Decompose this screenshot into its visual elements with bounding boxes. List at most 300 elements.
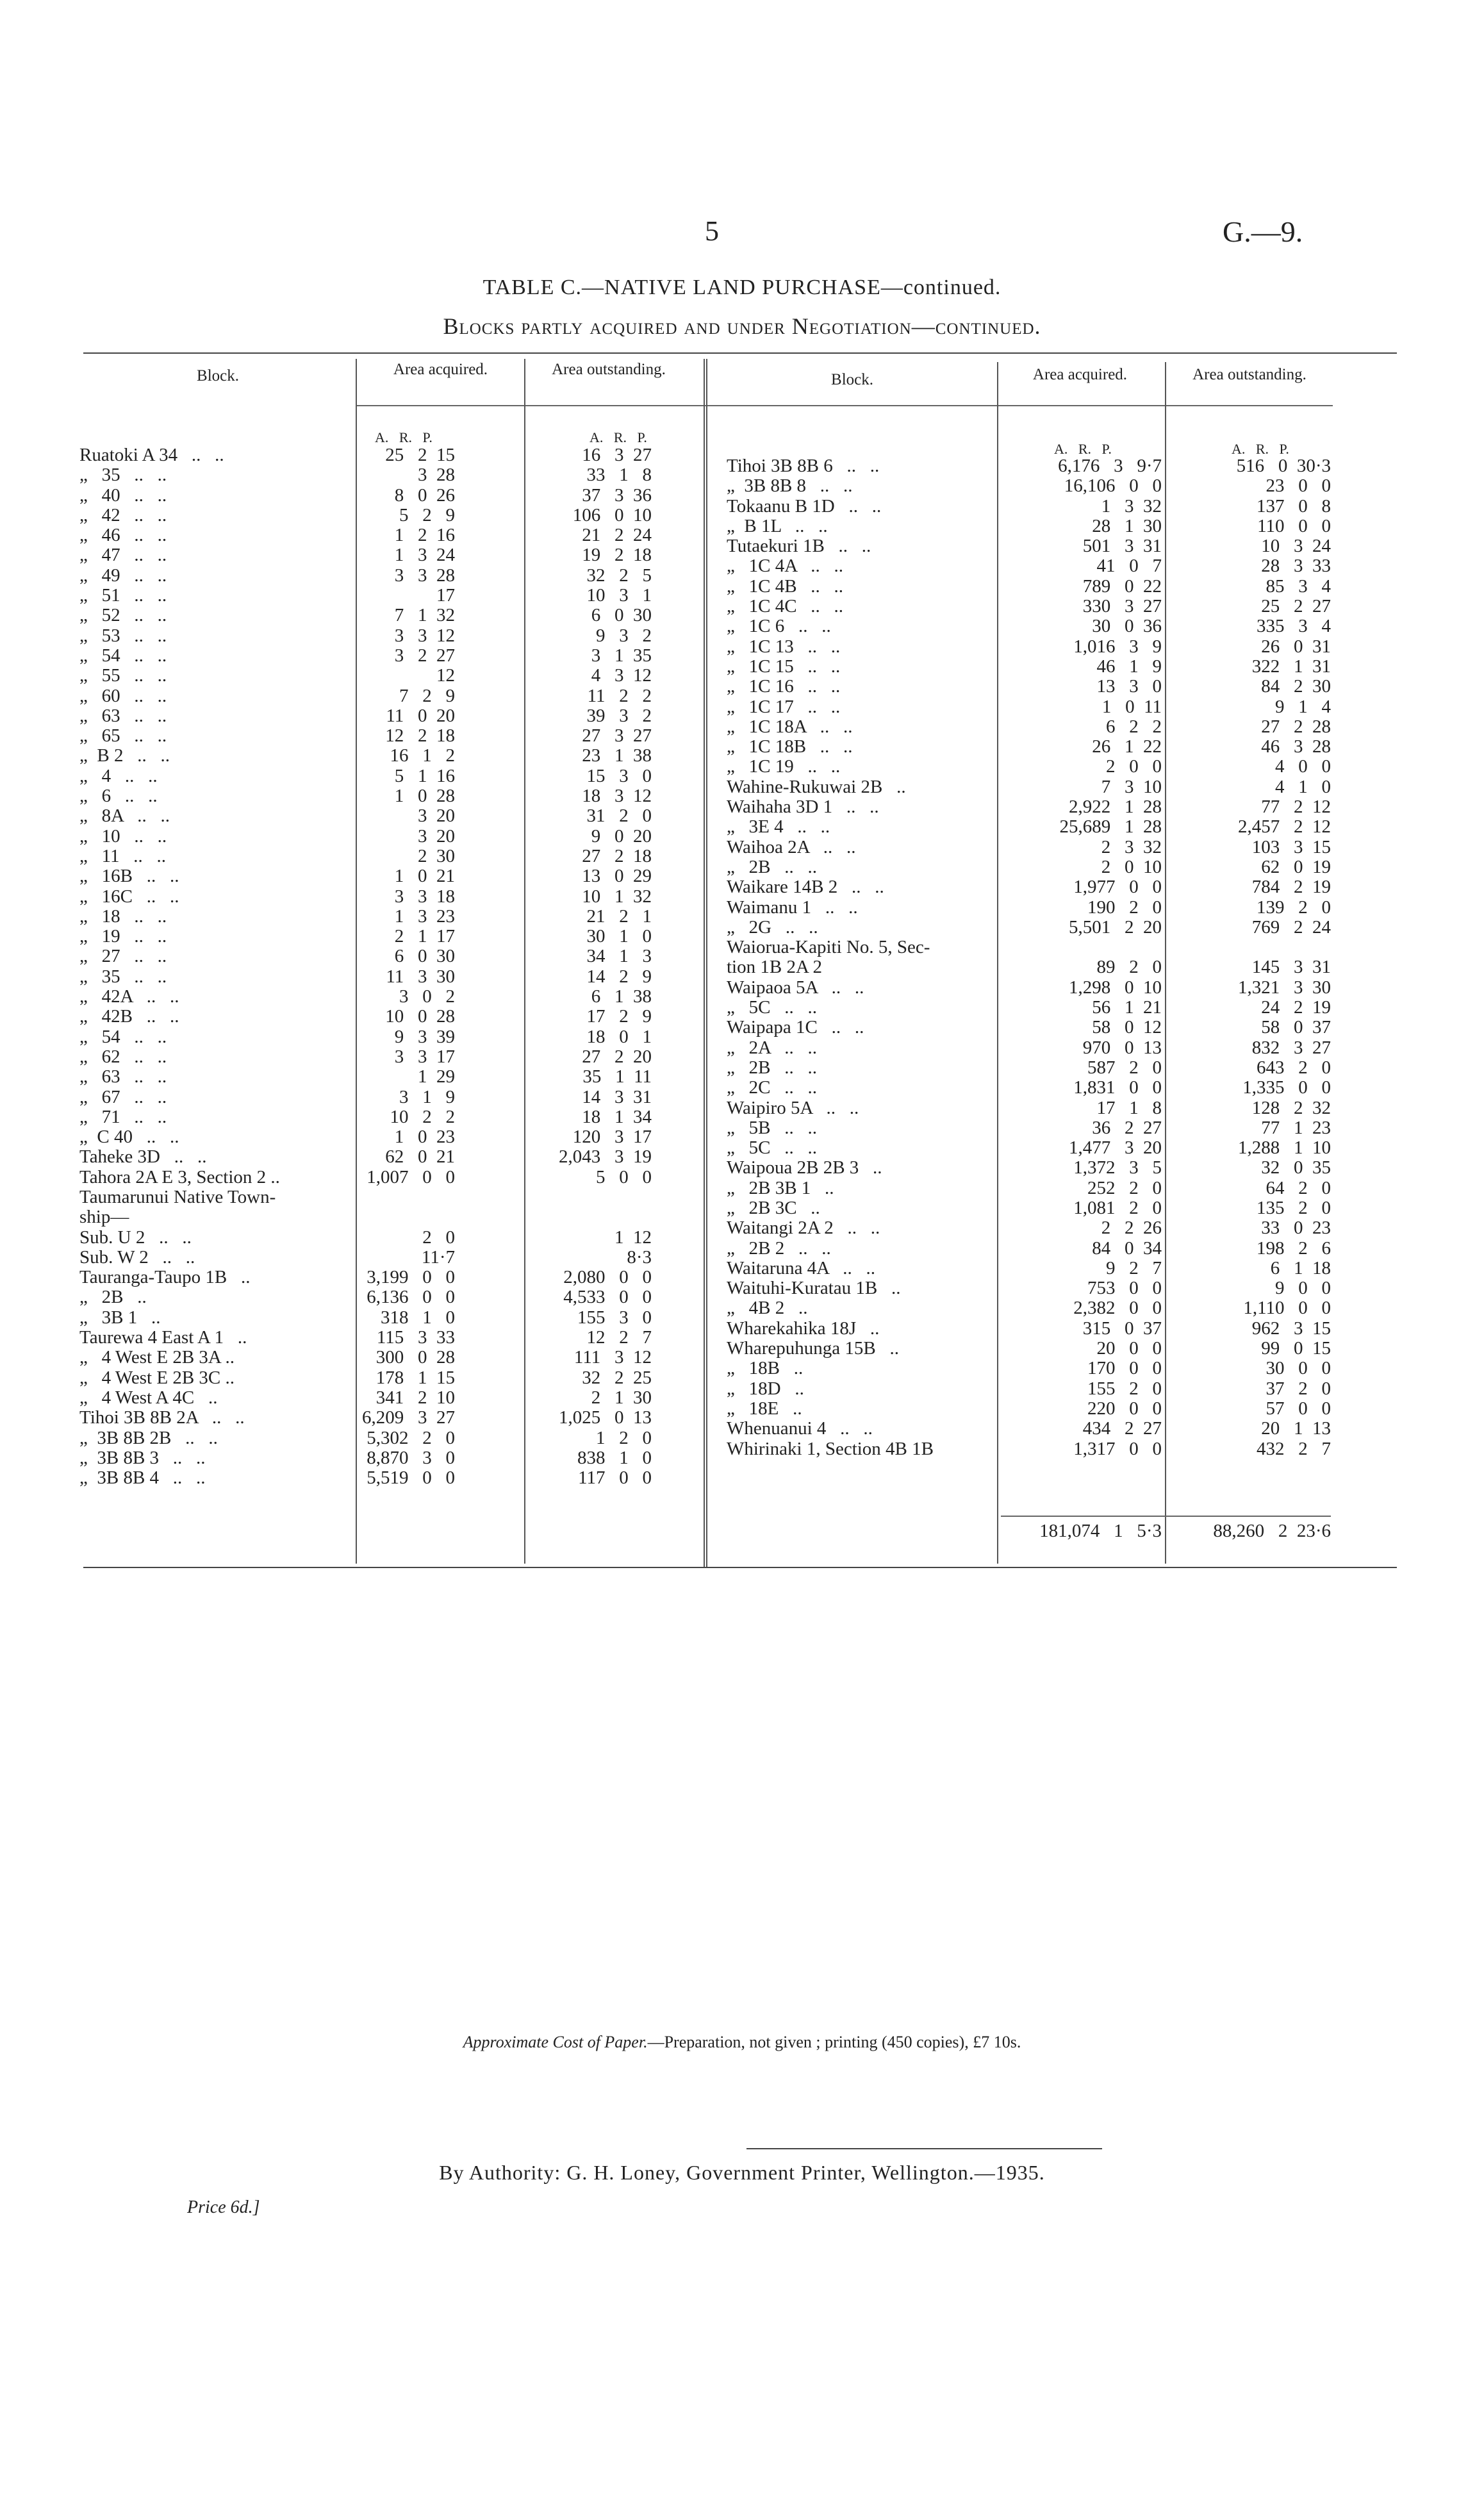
area-outstanding-cell: 10 1 32 xyxy=(582,886,652,907)
area-outstanding-cell: 28 3 33 xyxy=(1261,556,1331,577)
area-acquired-cell: 2 1 17 xyxy=(394,926,455,947)
block-name-cell: „ 3B 1 .. xyxy=(79,1307,161,1328)
footnote-label: Approximate Cost of Paper. xyxy=(463,2033,648,2051)
table-subtitle: Blocks partly acquired and under Negotiation—continued. xyxy=(443,313,1041,339)
area-acquired-cell: 2 30 xyxy=(418,845,455,866)
block-name-cell: „ 18D .. xyxy=(727,1378,804,1399)
area-outstanding-cell: 13 0 29 xyxy=(582,866,652,887)
area-acquired-cell: 56 1 21 xyxy=(1092,997,1162,1018)
block-name-cell: „ 16C .. .. xyxy=(79,886,179,907)
area-acquired-cell: 6,136 0 0 xyxy=(367,1287,455,1308)
area-acquired-cell: 13 3 0 xyxy=(1096,676,1162,697)
block-name-cell: Tauranga-Taupo 1B .. xyxy=(79,1268,251,1288)
block-name-cell: tion 1B 2A 2 xyxy=(727,957,823,978)
area-acquired-cell: 330 3 27 xyxy=(1082,596,1162,617)
area-acquired-cell: 5 2 9 xyxy=(399,504,455,525)
area-outstanding-cell: 9 0 20 xyxy=(591,825,652,847)
block-name-cell: „ 35 .. .. xyxy=(79,465,167,486)
area-acquired-cell: 1,477 3 20 xyxy=(1069,1137,1162,1159)
block-name-cell: Waikare 14B 2 .. .. xyxy=(727,877,884,898)
block-name-cell: „ C 40 .. .. xyxy=(79,1127,179,1148)
area-outstanding-cell: 18 0 1 xyxy=(586,1026,652,1047)
area-outstanding-cell: 322 1 31 xyxy=(1251,656,1331,677)
area-acquired-cell: 1 0 11 xyxy=(1101,696,1162,717)
area-acquired-cell: 6 0 30 xyxy=(394,946,455,967)
area-acquired-cell: 3 3 18 xyxy=(394,886,455,907)
area-acquired-cell: 5 1 16 xyxy=(394,765,455,786)
column-rule xyxy=(1165,362,1166,1564)
area-outstanding-cell: 84 2 30 xyxy=(1261,676,1331,697)
header-area-outstanding-left: Area outstanding. xyxy=(552,361,666,378)
area-outstanding-cell: 33 1 8 xyxy=(586,465,652,486)
block-name-cell: „ 5C .. .. xyxy=(727,998,817,1018)
area-outstanding-cell: 335 3 4 xyxy=(1257,616,1331,637)
block-name-cell: Waipapa 1C .. .. xyxy=(727,1018,864,1038)
area-outstanding-cell: 6 1 38 xyxy=(591,986,652,1007)
area-outstanding-cell: 1,335 0 0 xyxy=(1242,1077,1331,1098)
area-outstanding-cell: 21 2 24 xyxy=(582,525,652,546)
block-name-cell: Tahora 2A E 3, Section 2 .. xyxy=(79,1167,280,1187)
block-name-cell: Waipaoa 5A .. .. xyxy=(727,977,864,998)
block-name-cell: „ 1C 19 .. .. xyxy=(727,757,841,777)
area-outstanding-cell: 110 0 0 xyxy=(1257,515,1331,536)
area-outstanding-cell: 137 0 8 xyxy=(1257,495,1331,517)
area-outstanding-cell: 784 2 19 xyxy=(1251,877,1331,898)
area-outstanding-cell: 25 2 27 xyxy=(1261,596,1331,617)
area-outstanding-cell: 128 2 32 xyxy=(1251,1097,1331,1118)
block-name-cell: „ 3B 8B 3 .. .. xyxy=(79,1448,206,1468)
block-name-cell: „ 18E .. xyxy=(727,1398,802,1419)
area-outstanding-cell: 46 3 28 xyxy=(1261,736,1331,757)
area-acquired-cell: 89 2 0 xyxy=(1096,957,1162,978)
area-outstanding-cell: 30 1 0 xyxy=(586,926,652,947)
block-name-cell: Sub. W 2 .. .. xyxy=(79,1247,195,1268)
price-note: Price 6d.] xyxy=(187,2197,260,2217)
area-outstanding-cell: 62 0 19 xyxy=(1261,856,1331,877)
area-acquired-cell xyxy=(356,1207,455,1227)
area-outstanding-cell: 10 3 1 xyxy=(586,585,652,606)
area-acquired-cell: 2,382 0 0 xyxy=(1073,1298,1162,1319)
units-acquired-right: A. R. P. xyxy=(1054,441,1112,457)
area-acquired-cell: 2 2 26 xyxy=(1101,1218,1162,1239)
area-outstanding-cell: 85 3 4 xyxy=(1266,575,1331,597)
area-acquired-cell: 1,372 3 5 xyxy=(1073,1157,1162,1178)
area-outstanding-cell: 838 1 0 xyxy=(577,1447,652,1468)
block-name-cell: ship— xyxy=(79,1207,129,1228)
area-outstanding-cell: 27 2 18 xyxy=(582,845,652,866)
area-acquired-cell: 36 2 27 xyxy=(1092,1117,1162,1138)
area-outstanding-cell: 33 0 23 xyxy=(1261,1218,1331,1239)
area-acquired-cell: 1,298 0 10 xyxy=(1069,977,1162,998)
area-acquired-cell: 12 xyxy=(436,665,455,686)
area-outstanding-cell: 9 3 2 xyxy=(596,625,652,646)
area-acquired-cell: 41 0 7 xyxy=(1096,556,1162,577)
area-acquired-cell: 3 3 28 xyxy=(394,565,455,586)
area-acquired-cell: 28 1 30 xyxy=(1092,515,1162,536)
block-name-cell: „ 2A .. .. xyxy=(727,1038,817,1058)
block-name-cell: Waihaha 3D 1 .. .. xyxy=(727,797,879,818)
area-outstanding-cell: 145 3 31 xyxy=(1251,957,1331,978)
area-outstanding-cell: 21 2 1 xyxy=(586,905,652,927)
area-outstanding-cell: 35 1 11 xyxy=(582,1066,652,1087)
area-outstanding-cell: 10 3 24 xyxy=(1261,536,1331,557)
area-outstanding-cell: 99 0 15 xyxy=(1261,1338,1331,1359)
block-name-cell: Tutaekuri 1B .. .. xyxy=(727,536,871,557)
area-acquired-cell: 9 3 39 xyxy=(394,1026,455,1047)
block-name-cell: „ 3B 8B 2B .. .. xyxy=(79,1428,218,1448)
block-name-cell: Ruatoki A 34 .. .. xyxy=(79,445,224,465)
block-name-cell: „ 11 .. .. xyxy=(79,846,167,866)
units-outstanding-right: A. R. P. xyxy=(1232,441,1289,457)
block-name-cell: „ 3B 8B 4 .. .. xyxy=(79,1468,206,1489)
area-outstanding-cell: 64 2 0 xyxy=(1266,1177,1331,1198)
block-name-cell: „ 1C 4A .. .. xyxy=(727,556,844,577)
area-acquired-cell: 11 3 30 xyxy=(386,966,455,987)
block-name-cell: Tihoi 3B 8B 2A .. .. xyxy=(79,1408,245,1428)
area-acquired-cell: 2 3 32 xyxy=(1101,836,1162,857)
area-outstanding-cell: 643 2 0 xyxy=(1257,1057,1331,1078)
area-outstanding-cell: 1,025 0 13 xyxy=(559,1407,652,1428)
area-acquired-cell: 1,317 0 0 xyxy=(1073,1438,1162,1459)
area-outstanding-cell: 27 2 20 xyxy=(582,1046,652,1067)
header-block-left: Block. xyxy=(197,367,239,384)
block-name-cell: „ 18 .. .. xyxy=(79,906,167,927)
block-name-cell: „ 18B .. xyxy=(727,1359,804,1379)
area-acquired-cell: 789 0 22 xyxy=(1082,575,1162,597)
area-outstanding-cell: 135 2 0 xyxy=(1257,1197,1331,1218)
area-outstanding-cell: 39 3 2 xyxy=(586,705,652,726)
area-acquired-cell: 2,922 1 28 xyxy=(1069,797,1162,818)
area-acquired-cell: 25 2 15 xyxy=(385,445,455,465)
area-outstanding-cell: 17 2 9 xyxy=(586,1006,652,1027)
area-acquired-cell: 20 0 0 xyxy=(1096,1338,1162,1359)
area-outstanding-cell: 31 2 0 xyxy=(586,806,652,827)
block-name-cell: „ 2G .. .. xyxy=(727,917,818,938)
area-acquired-cell: 6,176 3 9·7 xyxy=(1058,456,1162,476)
area-acquired-cell: 3 3 12 xyxy=(394,625,455,646)
area-outstanding-cell: 155 3 0 xyxy=(577,1307,652,1328)
area-outstanding-cell: 198 2 6 xyxy=(1257,1237,1331,1259)
area-acquired-cell: 1 29 xyxy=(418,1066,455,1087)
block-name-cell: „ 65 .. .. xyxy=(79,726,167,747)
area-acquired-cell: 115 3 33 xyxy=(376,1327,455,1348)
area-acquired-cell: 1 0 28 xyxy=(394,786,455,807)
block-name-cell: „ 62 .. .. xyxy=(79,1046,167,1067)
block-name-cell: „ 54 .. .. xyxy=(79,1027,167,1047)
area-outstanding-cell: 34 1 3 xyxy=(586,946,652,967)
area-acquired-cell xyxy=(996,938,1162,957)
units-outstanding-left: A. R. P. xyxy=(589,429,647,445)
area-outstanding-cell: 6 0 30 xyxy=(591,605,652,626)
area-acquired-cell: 5,302 2 0 xyxy=(367,1427,455,1448)
page-number: 5 xyxy=(705,215,719,247)
area-outstanding-cell: 106 0 10 xyxy=(572,504,652,525)
area-acquired-cell: 3 3 17 xyxy=(394,1046,455,1067)
area-acquired-cell: 252 2 0 xyxy=(1087,1177,1162,1198)
block-name-cell: „ 1C 6 .. .. xyxy=(727,616,831,637)
area-outstanding-cell: 30 0 0 xyxy=(1266,1358,1331,1379)
block-name-cell: Taheke 3D .. .. xyxy=(79,1147,207,1168)
area-acquired-cell: 1 3 32 xyxy=(1101,495,1162,517)
area-outstanding-cell: 32 0 35 xyxy=(1261,1157,1331,1178)
area-outstanding-cell: 32 2 5 xyxy=(586,565,652,586)
block-name-cell: „ 1C 4B .. .. xyxy=(727,576,844,597)
area-outstanding-cell: 77 1 23 xyxy=(1261,1117,1331,1138)
area-outstanding-cell: 139 2 0 xyxy=(1257,897,1331,918)
right-block-column xyxy=(727,456,996,1459)
area-acquired-cell: 155 2 0 xyxy=(1087,1378,1162,1399)
area-outstanding-cell: 24 2 19 xyxy=(1261,997,1331,1018)
area-outstanding-cell: 3 1 35 xyxy=(591,645,652,666)
area-acquired-cell: 2 0 10 xyxy=(1101,856,1162,877)
area-outstanding-cell: 18 1 34 xyxy=(582,1106,652,1127)
area-outstanding-cell: 120 3 17 xyxy=(572,1127,652,1148)
block-name-cell: Wahine-Rukuwai 2B .. xyxy=(727,777,906,797)
block-name-cell: „ 1C 16 .. .. xyxy=(727,677,841,697)
area-outstanding-cell: 432 2 7 xyxy=(1257,1438,1331,1459)
area-acquired-cell: 190 2 0 xyxy=(1087,897,1162,918)
area-outstanding-cell: 769 2 24 xyxy=(1251,916,1331,938)
block-name-cell: „ B 1L .. .. xyxy=(727,516,828,536)
area-acquired-cell: 84 0 34 xyxy=(1092,1237,1162,1259)
block-name-cell: „ 51 .. .. xyxy=(79,586,167,606)
area-acquired-cell: 3 20 xyxy=(418,806,455,827)
block-name-cell: „ 1C 4C .. .. xyxy=(727,597,844,617)
block-name-cell: „ B 2 .. .. xyxy=(79,746,170,766)
block-name-cell: Taurewa 4 East A 1 .. xyxy=(79,1328,247,1348)
block-name-cell: Waitaruna 4A .. .. xyxy=(727,1258,876,1278)
block-name-cell: Wharepuhunga 15B .. xyxy=(727,1339,899,1359)
area-outstanding-cell: 16 3 27 xyxy=(582,445,652,465)
area-outstanding-cell: 15 3 0 xyxy=(586,765,652,786)
block-name-cell: „ 4 West A 4C .. xyxy=(79,1387,218,1408)
block-name-cell: Waimanu 1 .. .. xyxy=(727,897,858,918)
area-acquired-cell: 58 0 12 xyxy=(1092,1017,1162,1038)
center-double-rule xyxy=(704,359,707,1567)
block-name-cell: „ 19 .. .. xyxy=(79,927,167,947)
area-outstanding-cell: 8·3 xyxy=(627,1246,652,1268)
total-outstanding: 88,260 2 23·6 xyxy=(1213,1521,1331,1541)
area-acquired-cell: 1 3 24 xyxy=(394,545,455,566)
block-name-cell: „ 42 .. .. xyxy=(79,505,167,525)
area-outstanding-cell: 23 0 0 xyxy=(1266,475,1331,497)
area-acquired-cell: 10 2 2 xyxy=(390,1106,455,1127)
block-name-cell: Tihoi 3B 8B 6 .. .. xyxy=(727,456,880,476)
block-name-cell: „ 2B .. .. xyxy=(727,1057,817,1078)
block-name-cell: „ 40 .. .. xyxy=(79,485,167,506)
area-outstanding-cell: 14 3 31 xyxy=(582,1086,652,1107)
area-acquired-cell: 5,501 2 20 xyxy=(1069,916,1162,938)
table-top-rule xyxy=(83,352,1397,354)
block-name-cell: Tokaanu B 1D .. .. xyxy=(727,496,882,517)
area-outstanding-cell: 5 0 0 xyxy=(596,1166,652,1187)
area-outstanding-cell: 9 0 0 xyxy=(1275,1278,1331,1299)
area-acquired-cell: 753 0 0 xyxy=(1087,1278,1162,1299)
area-outstanding-cell: 2,080 0 0 xyxy=(563,1267,652,1288)
area-outstanding-cell: 103 3 15 xyxy=(1251,836,1331,857)
header-area-outstanding-right: Area outstanding. xyxy=(1192,366,1307,383)
column-rule xyxy=(524,359,525,1564)
header-area-acquired-right: Area acquired. xyxy=(1032,366,1128,383)
area-acquired-cell: 8,870 3 0 xyxy=(367,1447,455,1468)
area-outstanding-cell: 27 3 27 xyxy=(582,725,652,747)
block-name-cell: „ 10 .. .. xyxy=(79,826,167,847)
area-acquired-cell: 341 2 10 xyxy=(375,1387,455,1408)
block-name-cell: „ 1C 13 .. .. xyxy=(727,636,841,657)
area-outstanding-cell: 4 0 0 xyxy=(1275,756,1331,777)
block-name-cell: Wharekahika 18J .. xyxy=(727,1318,880,1339)
area-outstanding-cell: 20 1 13 xyxy=(1261,1418,1331,1439)
area-outstanding-cell: 9 1 4 xyxy=(1275,696,1331,717)
block-name-cell: Waihoa 2A .. .. xyxy=(727,837,856,857)
area-outstanding-cell: 1 2 0 xyxy=(596,1427,652,1448)
area-acquired-cell: 2 0 xyxy=(422,1227,455,1248)
area-acquired-cell: 1,831 0 0 xyxy=(1073,1077,1162,1098)
block-name-cell: „ 2B 2 .. .. xyxy=(727,1238,831,1259)
block-name-cell: „ 4 West E 2B 3C .. xyxy=(79,1368,235,1388)
block-name-cell: „ 6 .. .. xyxy=(79,786,158,807)
block-name-cell: Taumarunui Native Town- xyxy=(79,1187,276,1207)
area-outstanding-cell: 111 3 12 xyxy=(573,1347,652,1368)
area-outstanding-cell: 1,288 1 10 xyxy=(1238,1137,1331,1159)
area-acquired-cell: 3 20 xyxy=(418,825,455,847)
area-acquired-cell: 16 1 2 xyxy=(390,745,455,766)
area-acquired-cell: 8 0 26 xyxy=(394,484,455,506)
area-acquired-cell: 1,016 3 9 xyxy=(1073,636,1162,657)
block-name-cell: „ 63 .. .. xyxy=(79,1067,167,1087)
area-acquired-cell: 7 3 10 xyxy=(1101,776,1162,797)
left-block-column xyxy=(79,445,349,1488)
area-acquired-cell: 2 0 0 xyxy=(1106,756,1162,777)
area-outstanding-cell: 117 0 0 xyxy=(578,1467,652,1489)
area-outstanding-cell: 37 2 0 xyxy=(1266,1378,1331,1399)
total-acquired: 181,074 1 5·3 xyxy=(1039,1521,1162,1541)
footnote-text: —Preparation, not given ; printing (450 copies), £7 10s. xyxy=(647,2033,1021,2051)
area-acquired-cell: 11·7 xyxy=(421,1246,455,1268)
block-name-cell: „ 2C .. .. xyxy=(727,1078,817,1098)
area-acquired-cell: 9 2 7 xyxy=(1106,1257,1162,1278)
area-acquired-cell: 3 0 2 xyxy=(399,986,455,1007)
area-outstanding-cell: 516 0 30·3 xyxy=(1236,456,1331,476)
area-acquired-cell: 16,106 0 0 xyxy=(1064,475,1162,497)
block-name-cell: „ 42B .. .. xyxy=(79,1007,179,1027)
block-name-cell: „ 55 .. .. xyxy=(79,666,167,686)
area-acquired-cell: 1 0 21 xyxy=(394,866,455,887)
block-name-cell: „ 2B 3C .. xyxy=(727,1198,820,1218)
area-acquired-cell: 62 0 21 xyxy=(385,1146,455,1168)
area-acquired-cell: 220 0 0 xyxy=(1087,1398,1162,1419)
block-name-cell: Waipoua 2B 2B 3 .. xyxy=(727,1158,882,1178)
block-name-cell: „ 46 .. .. xyxy=(79,525,167,546)
area-acquired-cell: 25,689 1 28 xyxy=(1059,816,1162,838)
header-block-right: Block. xyxy=(831,371,873,388)
block-name-cell: Sub. U 2 .. .. xyxy=(79,1227,192,1248)
area-outstanding-cell: 12 2 7 xyxy=(586,1327,652,1348)
block-name-cell: „ 16B .. .. xyxy=(79,866,179,887)
header-area-acquired-left: Area acquired. xyxy=(393,361,488,378)
block-name-cell: „ 1C 18B .. .. xyxy=(727,737,853,757)
area-acquired-cell xyxy=(356,1187,455,1207)
area-acquired-cell: 318 1 0 xyxy=(381,1307,455,1328)
block-name-cell: Waipiro 5A .. .. xyxy=(727,1098,859,1118)
area-acquired-cell: 970 0 13 xyxy=(1082,1037,1162,1058)
block-name-cell: „ 47 .. .. xyxy=(79,545,167,566)
area-outstanding-cell: 37 3 36 xyxy=(582,484,652,506)
area-outstanding-cell: 2,043 3 19 xyxy=(559,1146,652,1168)
area-outstanding-cell xyxy=(533,1207,652,1227)
area-outstanding-cell: 26 0 31 xyxy=(1261,636,1331,657)
area-acquired-cell: 3 2 27 xyxy=(394,645,455,666)
area-acquired-cell: 26 1 22 xyxy=(1092,736,1162,757)
area-outstanding-cell: 11 2 2 xyxy=(587,685,652,706)
authority-rule xyxy=(746,2148,1102,2149)
header-rule xyxy=(356,405,1333,406)
area-outstanding-cell: 6 1 18 xyxy=(1270,1257,1331,1278)
area-outstanding-cell: 4 3 12 xyxy=(591,665,652,686)
area-acquired-cell: 6,209 3 27 xyxy=(362,1407,455,1428)
area-outstanding-cell: 23 1 38 xyxy=(582,745,652,766)
block-name-cell: „ 1C 18A .. .. xyxy=(727,716,853,737)
block-name-cell: Whirinaki 1, Section 4B 1B xyxy=(727,1439,934,1459)
block-name-cell: „ 8A .. .. xyxy=(79,806,170,827)
block-name-cell: „ 2B .. .. xyxy=(727,857,817,877)
block-name-cell: „ 3E 4 .. .. xyxy=(727,817,830,838)
block-name-cell: „ 5C .. .. xyxy=(727,1138,817,1159)
block-name-cell: „ 3B 8B 8 .. .. xyxy=(727,476,853,497)
area-acquired-cell: 5,519 0 0 xyxy=(367,1467,455,1489)
area-acquired-cell: 11 0 20 xyxy=(386,705,455,726)
block-name-cell: „ 1C 17 .. .. xyxy=(727,697,841,717)
area-acquired-cell: 3 1 9 xyxy=(399,1086,455,1107)
area-outstanding-cell: 1 12 xyxy=(614,1227,652,1248)
block-name-cell: „ 27 .. .. xyxy=(79,947,167,967)
block-name-cell: „ 42A .. .. xyxy=(79,987,179,1007)
area-acquired-cell: 178 1 15 xyxy=(375,1367,455,1388)
area-acquired-cell: 1 0 23 xyxy=(394,1127,455,1148)
block-name-cell: „ 60 .. .. xyxy=(79,686,167,706)
block-name-cell: „ 4 West E 2B 3A .. xyxy=(79,1348,235,1368)
units-acquired-left: A. R. P. xyxy=(375,429,433,445)
block-name-cell: Whenuanui 4 .. .. xyxy=(727,1419,873,1439)
area-outstanding-cell: 4 1 0 xyxy=(1275,776,1331,797)
block-name-cell: „ 5B .. .. xyxy=(727,1118,817,1138)
area-acquired-cell: 1,977 0 0 xyxy=(1073,877,1162,898)
area-outstanding-cell: 77 2 12 xyxy=(1261,797,1331,818)
area-acquired-cell: 6 2 2 xyxy=(1106,716,1162,737)
block-name-cell: Waituhi-Kuratau 1B .. xyxy=(727,1278,901,1299)
area-acquired-cell: 434 2 27 xyxy=(1082,1418,1162,1439)
area-outstanding-cell: 1,321 3 30 xyxy=(1238,977,1331,998)
block-name-cell: „ 63 .. .. xyxy=(79,706,167,726)
area-outstanding-cell: 58 0 37 xyxy=(1261,1017,1331,1038)
block-name-cell: „ 67 .. .. xyxy=(79,1087,167,1107)
area-acquired-cell: 1 2 16 xyxy=(394,525,455,546)
left-acquired-column xyxy=(356,445,455,1488)
area-outstanding-cell xyxy=(1176,938,1331,957)
area-acquired-cell: 1,081 2 0 xyxy=(1073,1197,1162,1218)
area-acquired-cell: 501 3 31 xyxy=(1082,536,1162,557)
area-outstanding-cell: 4,533 0 0 xyxy=(563,1287,652,1308)
area-acquired-cell: 1,007 0 0 xyxy=(367,1166,455,1187)
area-outstanding-cell: 832 3 27 xyxy=(1251,1037,1331,1058)
block-name-cell: „ 2B 3B 1 .. xyxy=(727,1178,834,1198)
area-acquired-cell: 7 1 32 xyxy=(394,605,455,626)
area-outstanding-cell: 57 0 0 xyxy=(1266,1398,1331,1419)
area-outstanding-cell: 19 2 18 xyxy=(582,545,652,566)
area-acquired-cell: 17 1 8 xyxy=(1096,1097,1162,1118)
block-name-cell: „ 71 .. .. xyxy=(79,1107,167,1127)
document-reference: G.—9. xyxy=(1223,215,1303,248)
